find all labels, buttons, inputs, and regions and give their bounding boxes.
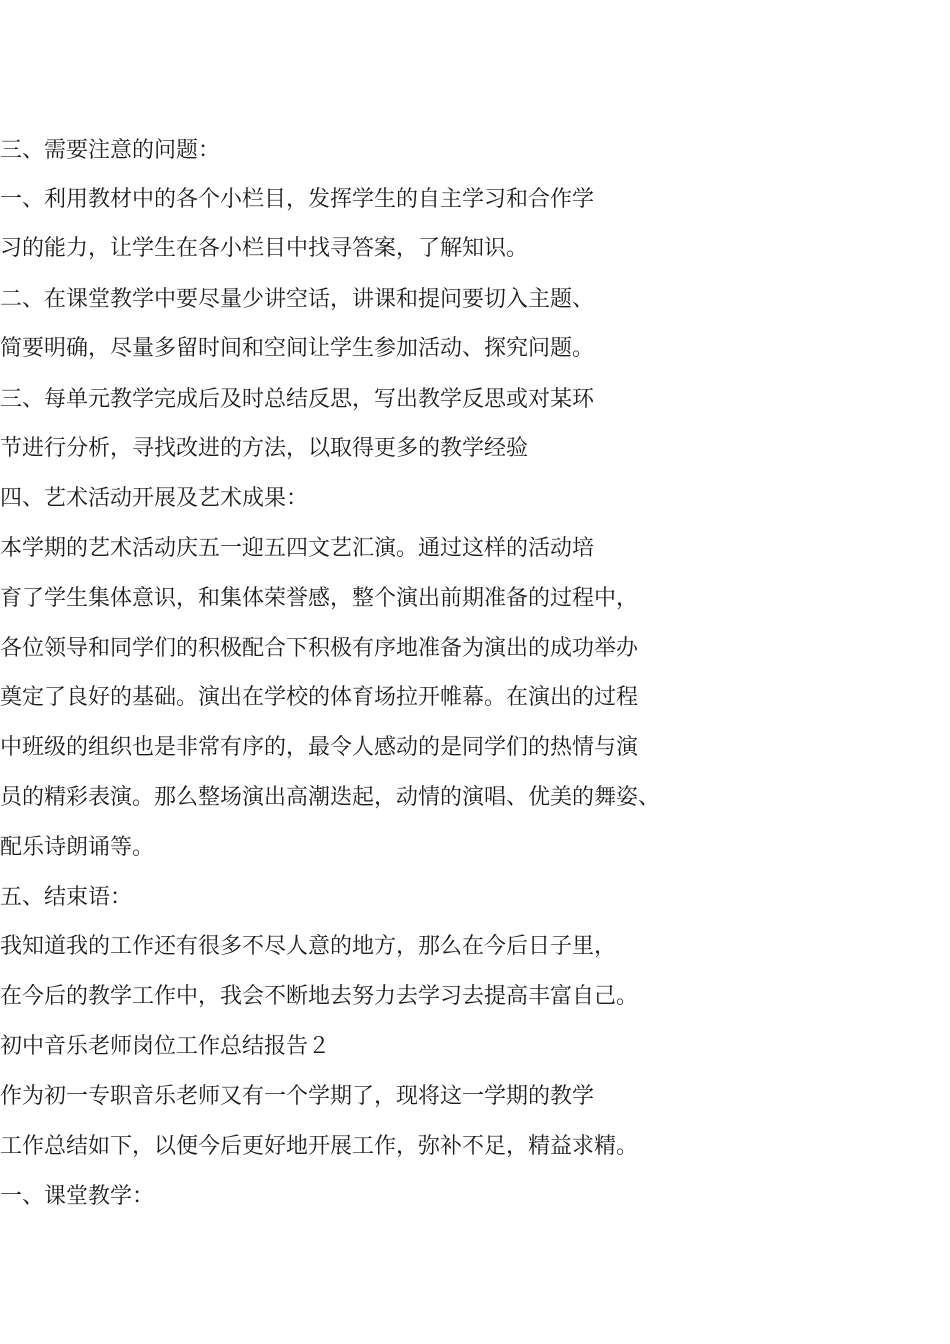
paragraph-line: 中班级的组织也是非常有序的，最令人感动的是同学们的热情与演 <box>0 735 639 760</box>
section-title: 初中音乐老师岗位工作总结报告２ <box>0 1034 331 1059</box>
paragraph-line: 我知道我的工作还有很多不尽人意的地方，那么在今后日子里， <box>0 934 617 959</box>
paragraph-line: 一、利用教材中的各个小栏目，发挥学生的自主学习和合作学 <box>0 187 595 212</box>
paragraph-line: 本学期的艺术活动庆五一迎五四文艺汇演。通过这样的活动培 <box>0 536 595 561</box>
paragraph-line: 节进行分析，寻找改进的方法，以取得更多的教学经验 <box>0 436 529 461</box>
paragraph-line: 三、每单元教学完成后及时总结反思，写出教学反思或对某环 <box>0 387 595 412</box>
heading-line: 一、课堂教学： <box>0 1184 155 1209</box>
heading-line: 三、需要注意的问题： <box>0 138 221 163</box>
paragraph-line: 配乐诗朗诵等。 <box>0 835 155 860</box>
paragraph-line: 作为初一专职音乐老师又有一个学期了，现将这一学期的教学 <box>0 1084 595 1109</box>
paragraph-line: 员的精彩表演。那么整场演出高潮迭起，动情的演唱、优美的舞姿、 <box>0 785 661 810</box>
heading-line: 四、艺术活动开展及艺术成果： <box>0 486 309 511</box>
heading-line: 五、结束语： <box>0 885 133 910</box>
paragraph-line: 各位领导和同学们的积极配合下积极有序地准备为演出的成功举办 <box>0 636 639 661</box>
paragraph-line: 奠定了良好的基础。演出在学校的体育场拉开帷幕。在演出的过程 <box>0 685 639 710</box>
paragraph-line: 在今后的教学工作中，我会不断地去努力去学习去提高丰富自己。 <box>0 984 639 1009</box>
paragraph-line: 简要明确，尽量多留时间和空间让学生参加活动、探究问题。 <box>0 336 595 361</box>
paragraph-line: 育了学生集体意识，和集体荣誉感，整个演出前期准备的过程中， <box>0 586 639 611</box>
paragraph-line: 工作总结如下，以便今后更好地开展工作，弥补不足，精益求精。 <box>0 1134 639 1159</box>
paragraph-line: 二、在课堂教学中要尽量少讲空话，讲课和提问要切入主题、 <box>0 287 595 312</box>
paragraph-line: 习的能力，让学生在各小栏目中找寻答案，了解知识。 <box>0 236 529 261</box>
